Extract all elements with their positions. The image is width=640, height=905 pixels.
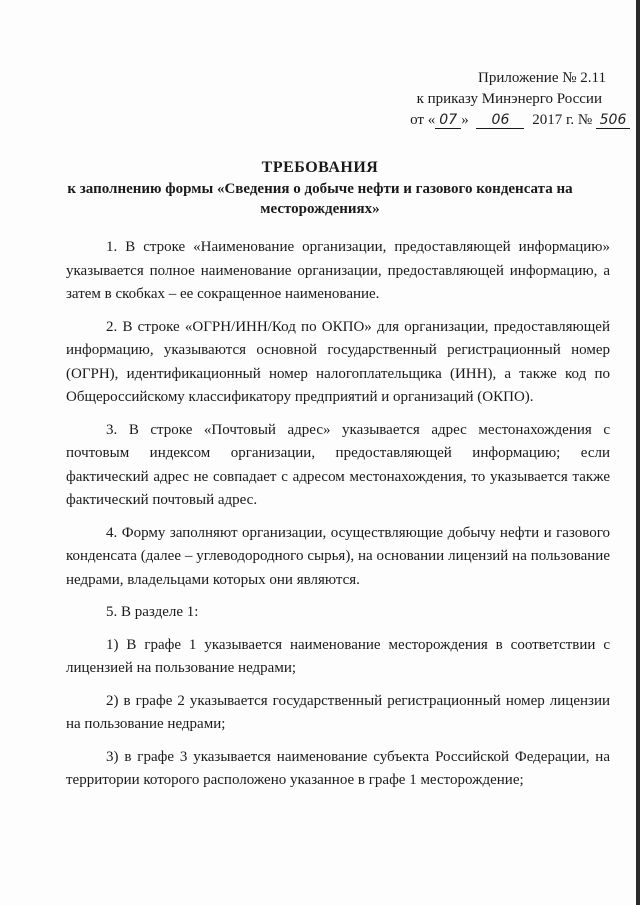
annex-line-1: Приложение № 2.11 xyxy=(477,70,606,86)
paragraph-5-item-1: 1) В графе 1 указывается наименование месторождения в соответствии с лицензией на пользование недрами; xyxy=(66,636,610,676)
handwritten-order-number: 506 xyxy=(596,113,630,129)
paragraph-3: 3. В строке «Почтовый адрес» указывается адрес местонахождения с почтовым индексом организации, предоставляющей информацию; если фактический адрес не совпадает с адресом местонахождения, то указывается также фактический почтовый адрес. xyxy=(66,421,610,508)
paragraph-5-item-2: 2) в графе 2 указывается государственный регистрационный номер лицензии на пользование недрами; xyxy=(66,692,610,732)
paragraph-4: 4. Форму заполняют организации, осуществляющие добычу нефти и газового конденсата (далее – углеводородного сырья), на основании лицензий на пользование недрами, владельцами которых они являются. xyxy=(66,524,610,588)
date-separator: » xyxy=(461,112,473,128)
date-prefix: от « xyxy=(410,112,436,128)
heading-subtitle: к заполнению формы «Сведения о добыче нефти и газового конденсата на месторождениях» xyxy=(67,181,573,217)
paragraph-1: 1. В строке «Наименование организации, предоставляющей информацию» указывается полное наименование организации, предоставляющей информацию, а затем в скобках – ее сокращенное наименование. xyxy=(66,239,610,302)
annex-line-3 xyxy=(380,110,630,131)
annex-line-2: к приказу Минэнерго России xyxy=(416,91,602,107)
paragraph-2: 2. В строке «ОГРН/ИНН/Код по ОКПО» для организации, предоставляющей информацию, указываются основной государственный регистрационный номер (ОГРН), идентификационный номер налогоплательщика (ИНН), а также код по Общероссийскому классификатору предприятий и организаций (ОКПО). xyxy=(66,318,610,405)
paragraph-5: 5. В разделе 1: xyxy=(106,604,199,620)
scan-edge xyxy=(636,0,640,905)
document-heading xyxy=(60,158,580,219)
document-body xyxy=(66,236,610,802)
annex-block xyxy=(380,68,630,131)
paragraph-5-item-3: 3) в графе 3 указывается наименование субъекта Российской Федерации, на территории которого расположено указанное в графе 1 месторождение; xyxy=(66,748,610,788)
handwritten-day: 07 xyxy=(435,113,461,129)
handwritten-month: 06 xyxy=(476,113,524,129)
heading-title: ТРЕБОВАНИЯ xyxy=(261,159,379,176)
year-and-number-label: 2017 г. № xyxy=(528,112,596,128)
